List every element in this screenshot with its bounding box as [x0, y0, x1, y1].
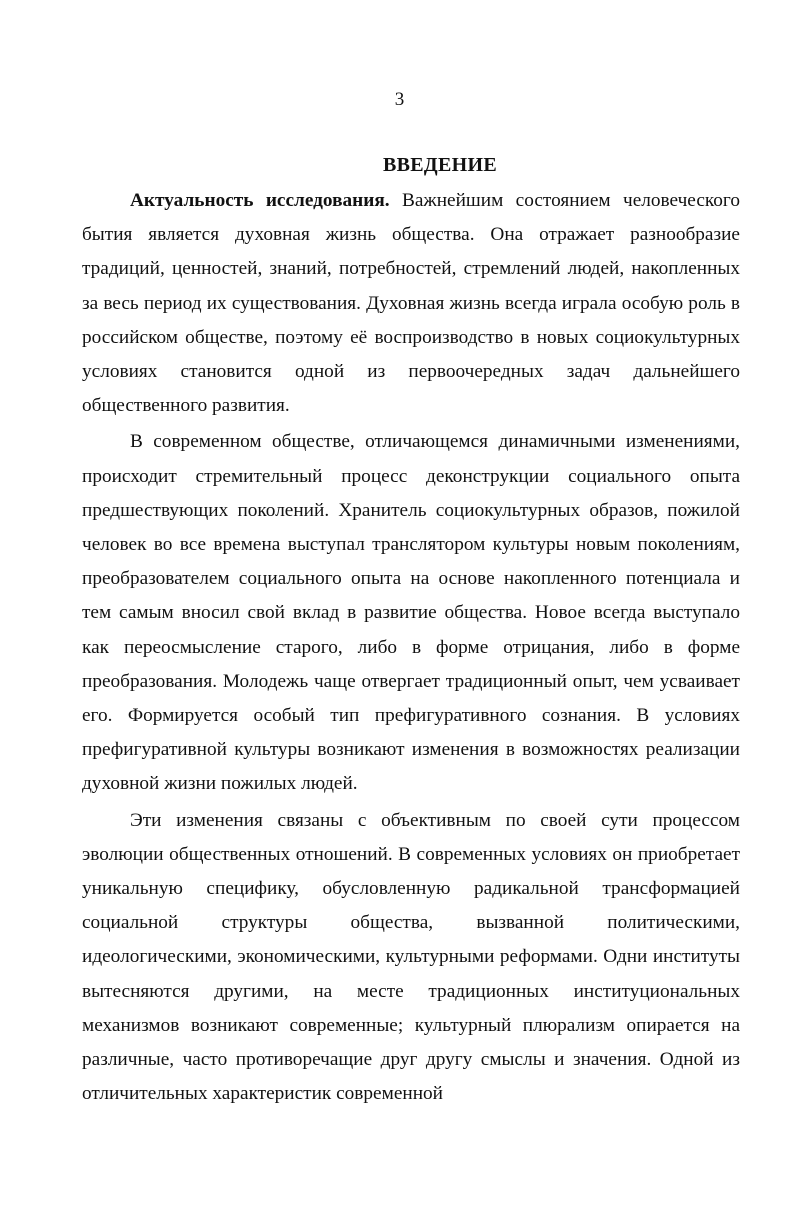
- section-title: ВВЕДЕНИЕ: [383, 154, 497, 176]
- page-number: 3: [394, 89, 405, 110]
- paragraph-relevance: [82, 184, 740, 423]
- body-text: [82, 184, 740, 1113]
- paragraph-society: В современном обществе, отличающемся динамичными изменениями, происходит стремительный процесс деконструкции социального опыта предшествующих поколений. Хранитель социокультурных образов, пожилой человек во все времена выступал транслятором культуры новым поколениям, преобразователем социального опыта на основе накопленного потенциала и тем самым вносил свой вклад в развитие общества. Новое всегда выступало как переосмысление старого, либо в форме отрицания, либо в форме преобразования. Молодежь чаще отвергает традиционный опыт, чем усваивает его. Формируется особый тип префигуративного сознания. В условиях префигуративной культуры возникают изменения в возможностях реализации духовной жизни пожилых людей.: [82, 431, 740, 795]
- paragraph-text: Важнейшим состоянием человеческого бытия является духовная жизнь общества. Она отражает разнообразие традиций, ценностей, знаний, потребностей, стремлений людей, накопленных за весь период их существования. Духовная жизнь всегда играла особую роль в российском обществе, поэтому её воспроизводство в новых социокультурных условиях становится одной из первоочередных задач дальнейшего общественного развития.: [82, 190, 740, 417]
- paragraph-changes: Эти изменения связаны с объективным по своей сути процессом эволюции общественных отношений. В современных условиях он приобретает уникальную специфику, обусловленную радикальной трансформацией социальной структуры общества, вызванной политическими, идеологическими, экономическими, культурными реформами. Одни институты вытесняются другими, на месте традиционных институциональных механизмов возникают современные; культурный плюрализм опирается на различные, часто противоречащие друг другу смыслы и значения. Одной из отличительных характеристик современной: [82, 809, 740, 1105]
- paragraph-lead: Актуальность исследования.: [130, 190, 390, 211]
